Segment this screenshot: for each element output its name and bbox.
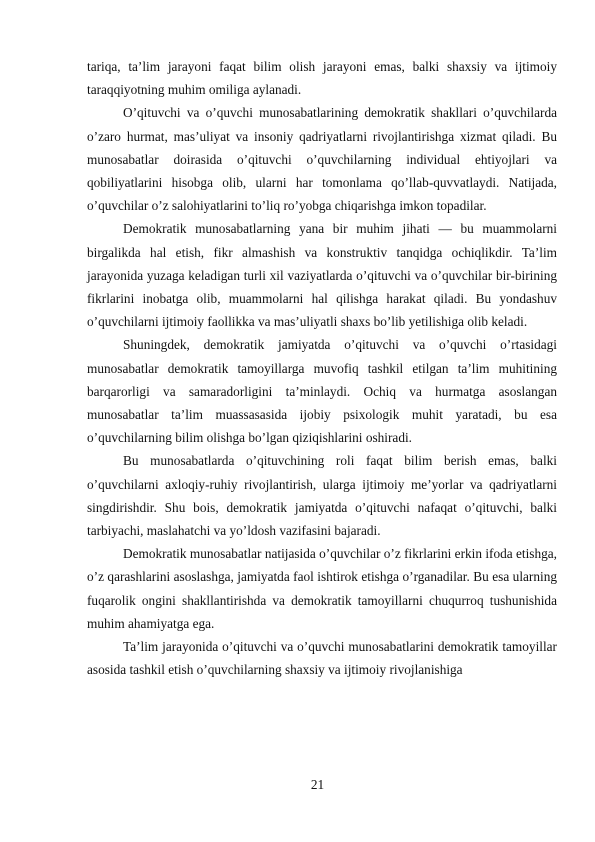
page-body xyxy=(87,55,557,681)
paragraph-free-expression: Demokratik munosabatlar natijasida o’quvchilar o’z fikrlarini erkin ifoda etishga, o’z qarashlarini asoslashga, jamiyatda faol ishtirok etishga o’rganadilar. Bu esa ularning fuqarolik ongini shakllantirishda va demokratik tamoyillarni chuqurroq tushunishida muhim ahamiyatga ega. xyxy=(87,546,557,631)
paragraph-teacher-role: Bu munosabatlarda o’qituvchining roli faqat bilim berish emas, balki o’quvchilarni axloqiy-ruhiy rivojlantirish, ularga ijtimoiy me’yorlar va qadriyatlarni singdirishdir. Shu bois, demokratik jamiyatda o’qituvchi nafaqat o’qituvchi, balki tarbiyachi, maslahatchi va yo’ldosh vazifasini bajaradi. xyxy=(87,453,557,539)
page-number: 21 xyxy=(310,777,325,792)
paragraph-closing: Ta’lim jarayonida o’qituvchi va o’quvchi munosabatlarini demokratik tamoyillar asosida tashkil etish o’quvchilarning shaxsiy va ijtimoiy rivojlanishiga xyxy=(87,639,557,678)
paragraph-continuation: tariqa, ta’lim jarayoni faqat bilim olish jarayoni emas, balki shaxsiy va ijtimoiy taraqqiyotning muhim omiliga aylanadi. xyxy=(87,59,557,98)
paragraph-democratic-forms: O’qituvchi va o’quvchi munosabatlarining demokratik shakllari o’quvchilarda o’zaro hurmat, mas’uliyat va insoniy qadriyatlarni rivojlantirishga xizmat qiladi. Bu munosabatlar doirasida o’qituvchi o’quvchilarning individual ehtiyojlari va qobiliyatlarini hisobga olib, ularni har tomonlama qo’llab-quvvatlaydi. Natijada, o’quvchilar o’z salohiyatlarini to’liq ro’yobga chiqarishga imkon topadilar. xyxy=(87,105,557,214)
paragraph-problem-solving: Demokratik munosabatlarning yana bir muhim jihati — bu muammolarni birgalikda hal etish, fikr almashish va konstruktiv tanqidga ochiqlikdir. Ta’lim jarayonida yuzaga keladigan turli xil vaziyatlarda o’qituvchi va o’quvchilar bir-birining fikrlarini inobatga olib, muammolarni hal qilishga harakat qiladi. Bu yondashuv o’quvchilarni ijtimoiy faollikka va mas’uliyatli shaxs bo’lib yetilishiga olib keladi. xyxy=(87,221,557,330)
paragraph-learning-environment: Shuningdek, demokratik jamiyatda o’qituvchi va o’quvchi o’rtasidagi munosabatlar demokratik tamoyillarga muvofiq tashkil etilgan ta’lim muhitining barqarorligi va samaradorligini ta’minlaydi. Ochiq va hurmatga asoslangan munosabatlar ta’lim muassasasida ijobiy psixologik muhit yaratadi, bu esa o’quvchilarning bilim olishga bo’lgan qiziqishlarini oshiradi. xyxy=(87,337,557,446)
